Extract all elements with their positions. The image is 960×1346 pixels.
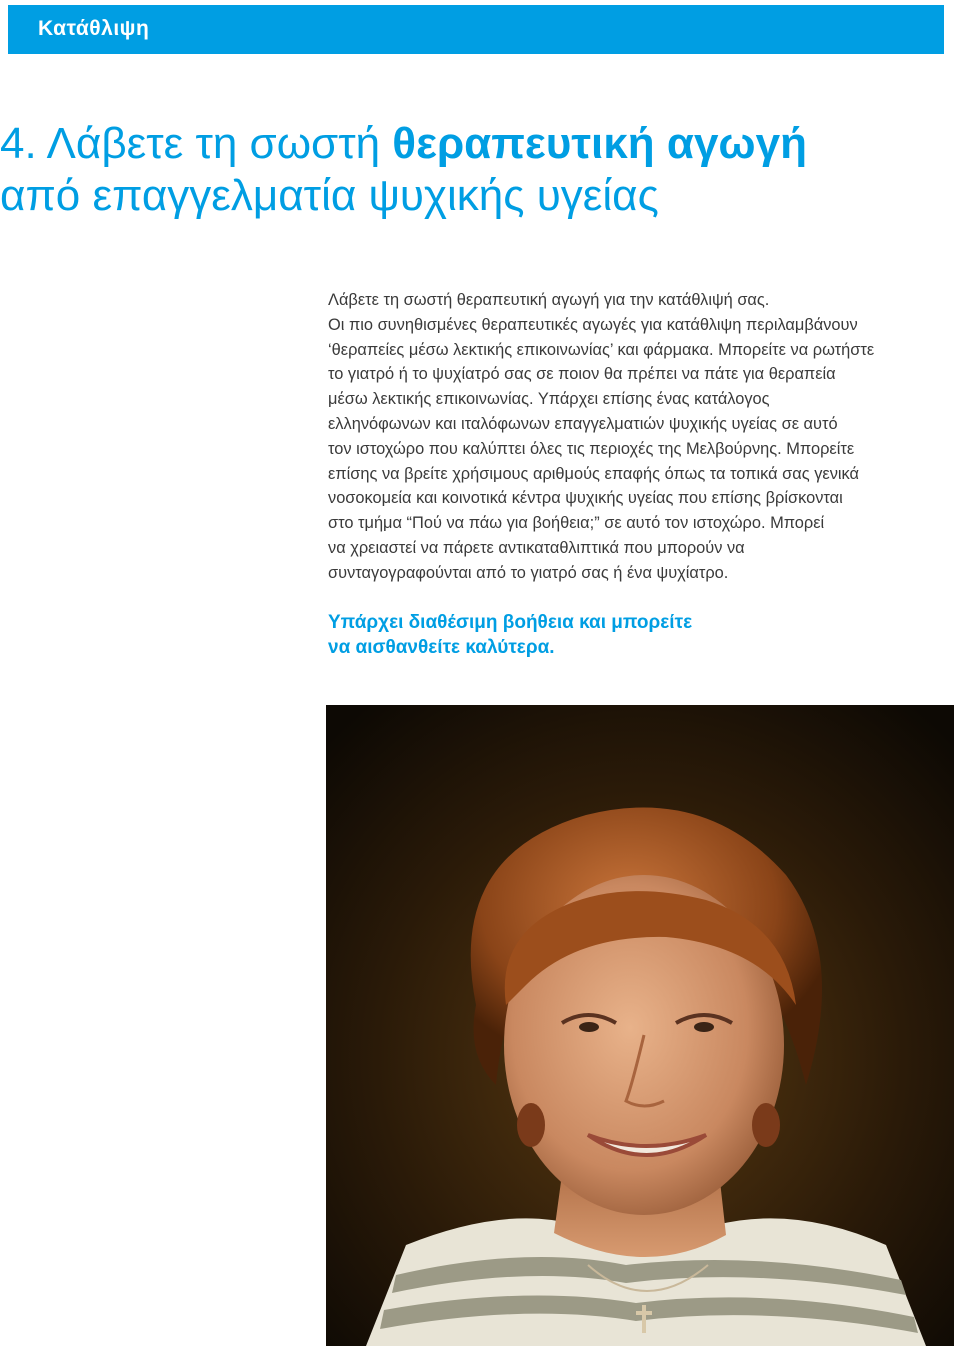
body-line: Λάβετε τη σωστή θεραπευτική αγωγή για την κατάθλιψή σας. xyxy=(328,291,770,309)
callout-line: Υπάρχει διαθέσιμη βοήθεια και μπορείτε xyxy=(328,612,693,633)
earring-shadow xyxy=(517,1103,545,1147)
header-title: Κατάθλιψη xyxy=(38,17,150,40)
body-line: Οι πιο συνηθισμένες θεραπευτικές αγωγές για κατάθλιψη περιλαμβάνουν xyxy=(328,315,858,334)
page-title-part1: 4. Λάβετε τη σωστή xyxy=(0,119,393,168)
portrait-photo xyxy=(326,705,954,1346)
header-bar xyxy=(8,5,944,54)
body-line: ελληνόφωνων και ιταλόφωνων επαγγελματιών ψυχικής υγείας σε αυτό xyxy=(328,414,838,433)
body-line: το γιατρό ή το ψυχίατρό σας σε ποιον θα πρέπει να πάτε για θεραπεία xyxy=(328,365,836,384)
body-paragraph xyxy=(328,288,958,586)
portrait-illustration xyxy=(326,705,954,1346)
callout-text xyxy=(328,610,948,660)
body-line: νοσοκομεία και κοινοτικά κέντρα ψυχικής υγείας που επίσης βρίσκονται xyxy=(328,489,843,508)
ear-shadow xyxy=(752,1103,780,1147)
body-line: μέσω λεκτικής επικοινωνίας. Υπάρχει επίσης ένας κατάλογος xyxy=(328,390,770,409)
page-title-emphasis: θεραπευτική αγωγή xyxy=(392,119,807,168)
page-title xyxy=(0,118,940,222)
body-line: επίσης να βρείτε χρήσιμους αριθμούς επαφής όπως τα τοπικά σας γενικά xyxy=(328,464,860,483)
body-line: συνταγογραφούνται από το γιατρό σας ή ένα ψυχίατρο. xyxy=(328,563,729,582)
body-line: στο τμήμα “Πού να πάω για βοήθεια;” σε αυτό τον ιστοχώρο. Μπορεί xyxy=(328,514,825,533)
page-title-line2: από επαγγελματία ψυχικής υγείας xyxy=(0,171,659,220)
body-line: να χρειαστεί να πάρετε αντικαταθλιπτικά που μπορούν να xyxy=(328,538,745,557)
callout-line: να αισθανθείτε καλύτερα. xyxy=(328,637,555,658)
body-line: τον ιστοχώρο που καλύπτει όλες τις περιοχές της Μελβούρνης. Μπορείτε xyxy=(328,439,855,458)
body-line: ‘θεραπείες μέσω λεκτικής επικοινωνίας’ και φάρμακα. Μπορείτε να ρωτήστε xyxy=(328,340,875,359)
